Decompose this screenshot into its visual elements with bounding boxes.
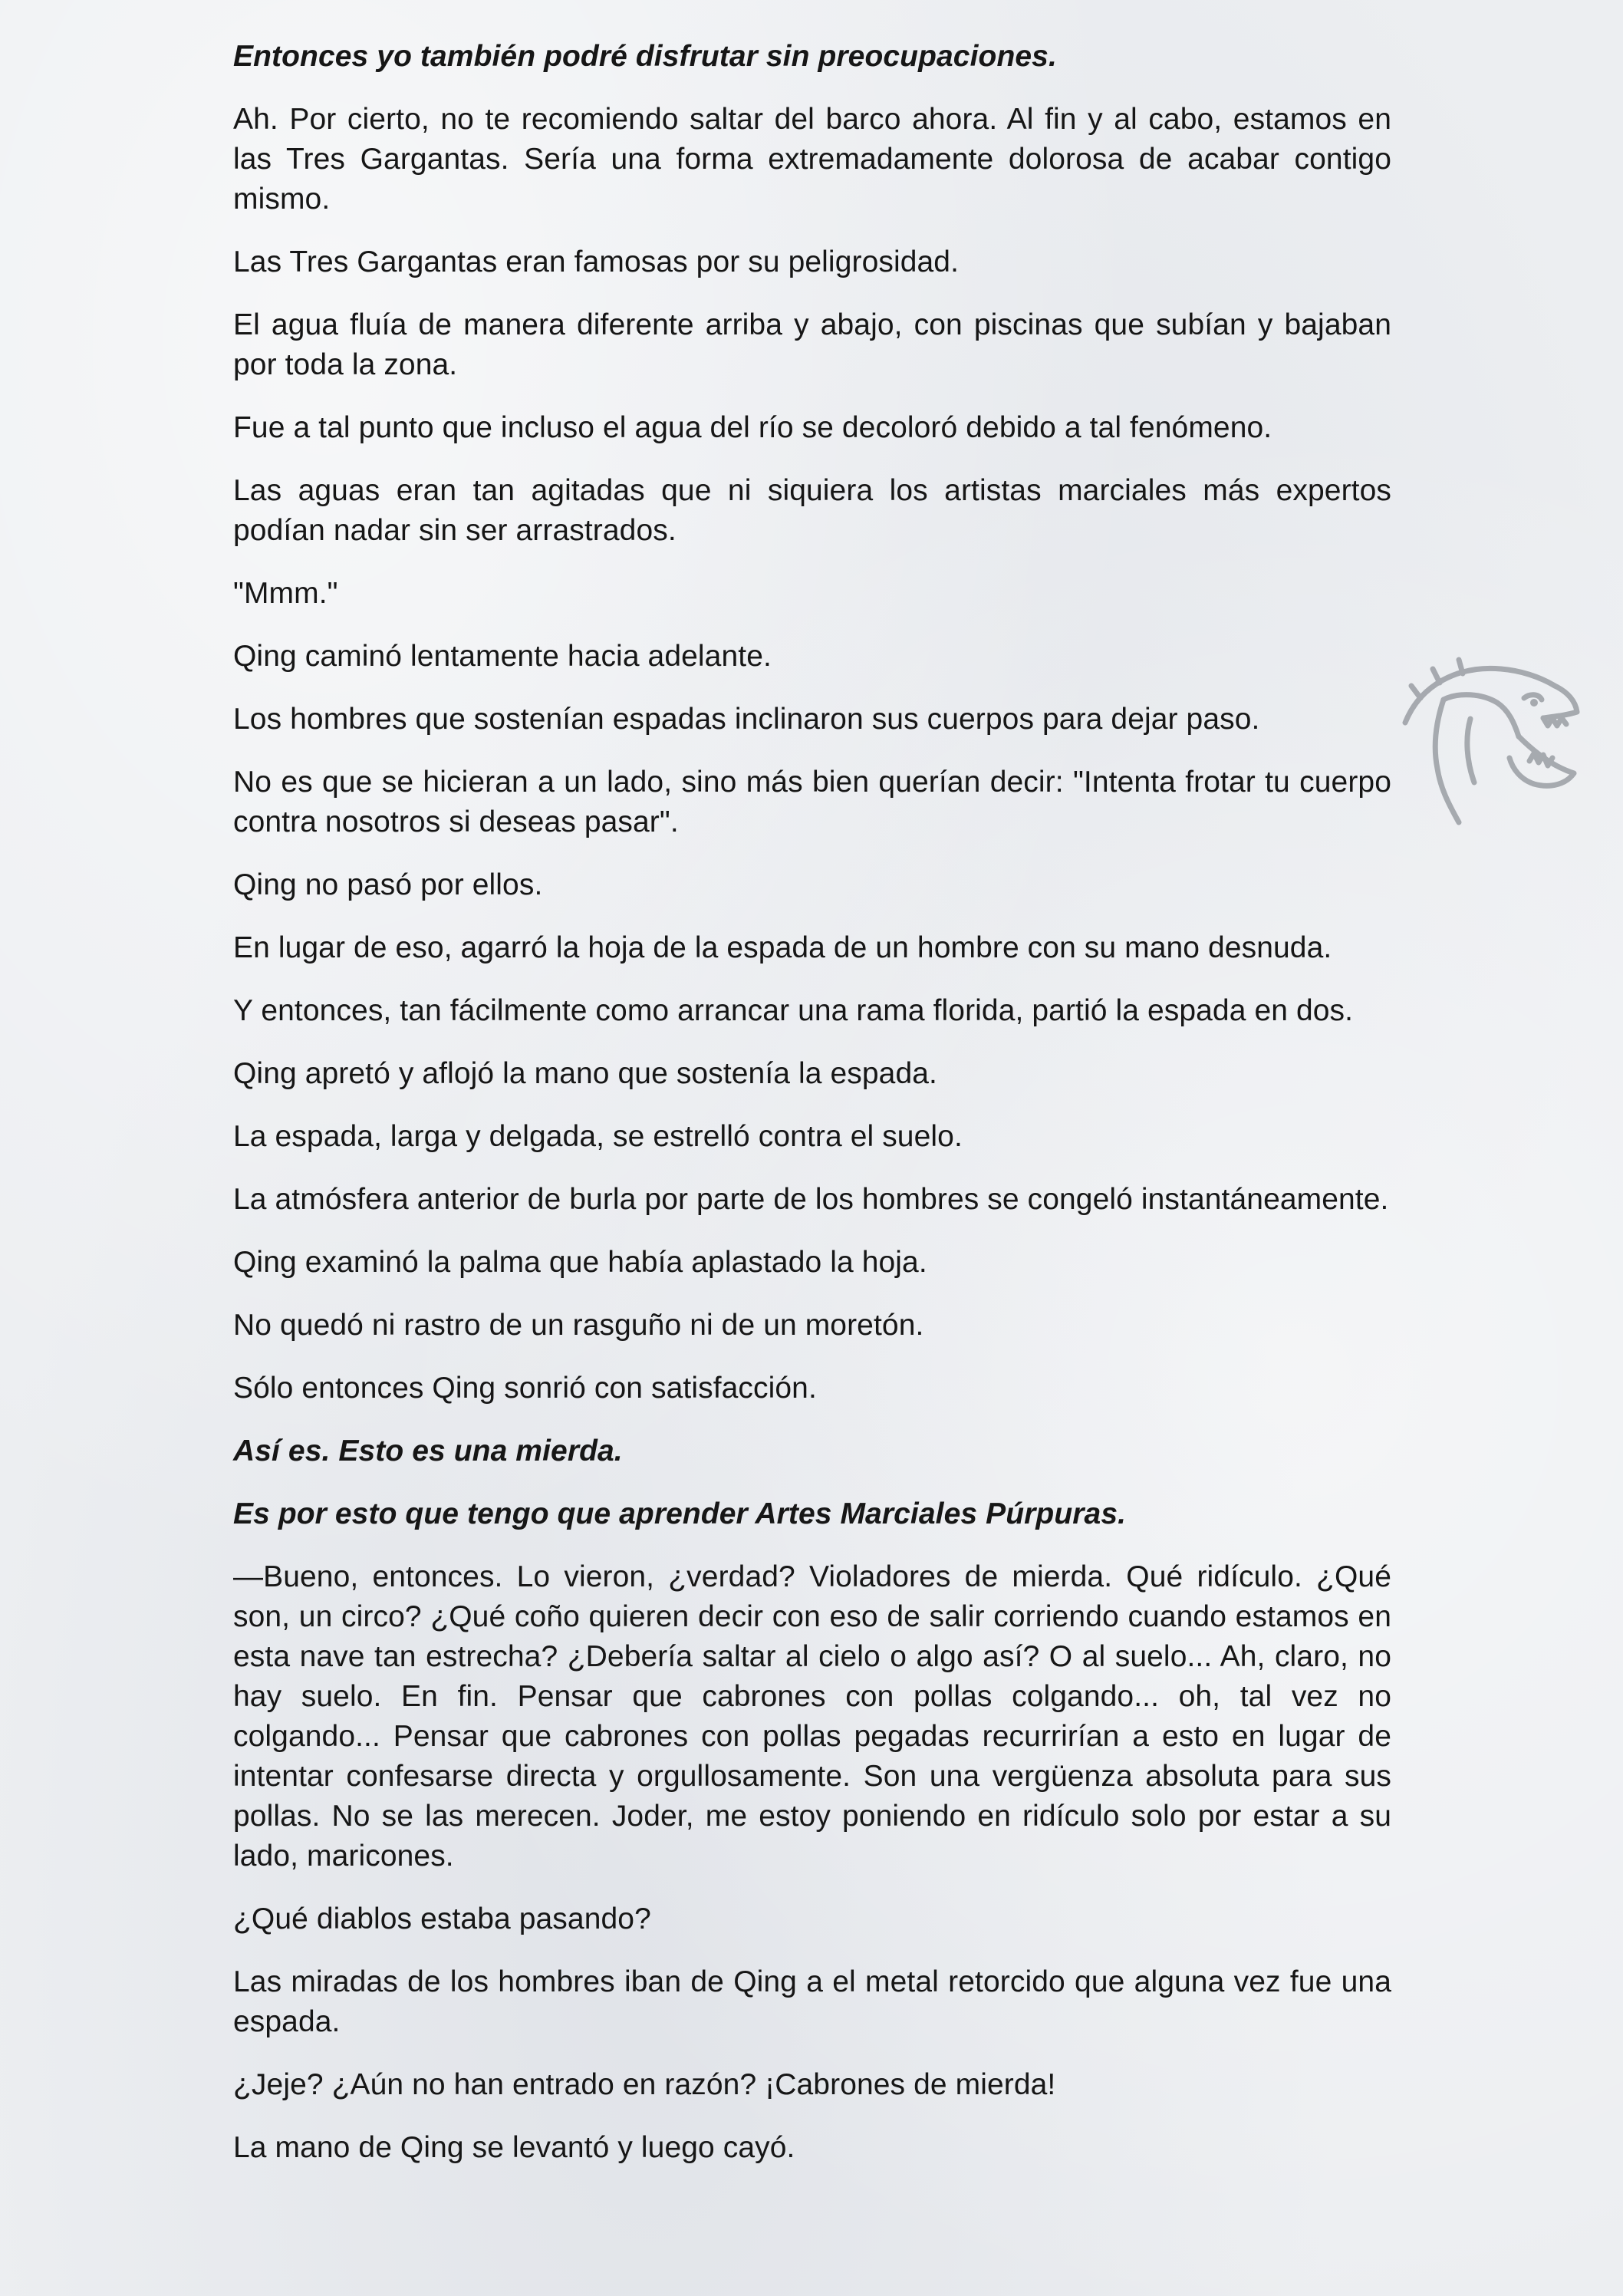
paragraph: Qing examinó la palma que había aplastado la hoja. [233, 1246, 927, 1279]
paragraph: Los hombres que sostenían espadas inclinaron sus cuerpos para dejar paso. [233, 703, 1260, 736]
paragraph-thought: Entonces yo también podré disfrutar sin preocupaciones. [233, 40, 1057, 73]
paragraph: ¿Jeje? ¿Aún no han entrado en razón? ¡Cabrones de mierda! [233, 2068, 1056, 2101]
paragraph-dialogue: "Mmm." [233, 577, 338, 610]
paragraph: ¿Qué diablos estaba pasando? [233, 1902, 651, 1935]
paragraph: Qing no pasó por ellos. [233, 868, 543, 901]
paragraph: Fue a tal punto que incluso el agua del río se decoloró debido a tal fenómeno. [233, 411, 1272, 444]
paragraph: El agua fluía de manera diferente arriba y abajo, con piscinas que subían y bajaban por toda la zona. [233, 308, 1391, 381]
paragraph: Ah. Por cierto, no te recomiendo saltar del barco ahora. Al fin y al cabo, estamos en las Tres Gargantas. Sería una forma extremadamente dolorosa de acabar contigo mismo. [233, 103, 1391, 216]
paragraph: La atmósfera anterior de burla por parte de los hombres se congeló instantáneamente. [233, 1183, 1389, 1216]
paragraph: En lugar de eso, agarró la hoja de la espada de un hombre con su mano desnuda. [233, 931, 1332, 964]
paragraph: Sólo entonces Qing sonrió con satisfacción. [233, 1372, 817, 1405]
paragraph: La espada, larga y delgada, se estrelló contra el suelo. [233, 1120, 963, 1153]
paragraph: Y entonces, tan fácilmente como arrancar una rama florida, partió la espada en dos. [233, 994, 1354, 1027]
paragraph: Las aguas eran tan agitadas que ni siquiera los artistas marciales más expertos podían nadar sin ser arrastrados. [233, 474, 1391, 547]
paragraph: Qing apretó y aflojó la mano que sostenía la espada. [233, 1057, 937, 1090]
dinosaur-head-logo-icon [1397, 638, 1582, 830]
paragraph: Qing caminó lentamente hacia adelante. [233, 640, 772, 673]
paragraph: No es que se hicieran a un lado, sino más bien querían decir: "Intenta frotar tu cuerpo contra nosotros si deseas pasar". [233, 766, 1391, 838]
document-page [233, 37, 1391, 2191]
paragraph: La mano de Qing se levantó y luego cayó. [233, 2131, 795, 2164]
paragraph-dialogue: —Bueno, entonces. Lo vieron, ¿verdad? Violadores de mierda. Qué ridículo. ¿Qué son, un circo? ¿Qué coño quieren decir con eso de salir corriendo cuando estamos en esta nave tan estrecha? ¿Debería saltar al cielo o algo así? O al suelo... Ah, claro, no hay suelo. En fin. Pensar que cabrones con pollas colgando... oh, tal vez no colgando... Pensar que cabrones con pollas pegadas recurrirían a esto en lugar de intentar confesarse directa y orgullosamente. Son una vergüenza absoluta para sus pollas. No se las merecen. Joder, me estoy poniendo en ridículo solo por estar a su lado, maricones. [233, 1560, 1391, 1873]
paragraph-thought: Es por esto que tengo que aprender Artes Marciales Púrpuras. [233, 1497, 1127, 1530]
paragraph: Las Tres Gargantas eran famosas por su peligrosidad. [233, 245, 960, 278]
paragraph: No quedó ni rastro de un rasguño ni de un moretón. [233, 1309, 924, 1342]
paragraph: Las miradas de los hombres iban de Qing a el metal retorcido que alguna vez fue una espada. [233, 1965, 1391, 2038]
paragraph-thought: Así es. Esto es una mierda. [233, 1435, 623, 1468]
